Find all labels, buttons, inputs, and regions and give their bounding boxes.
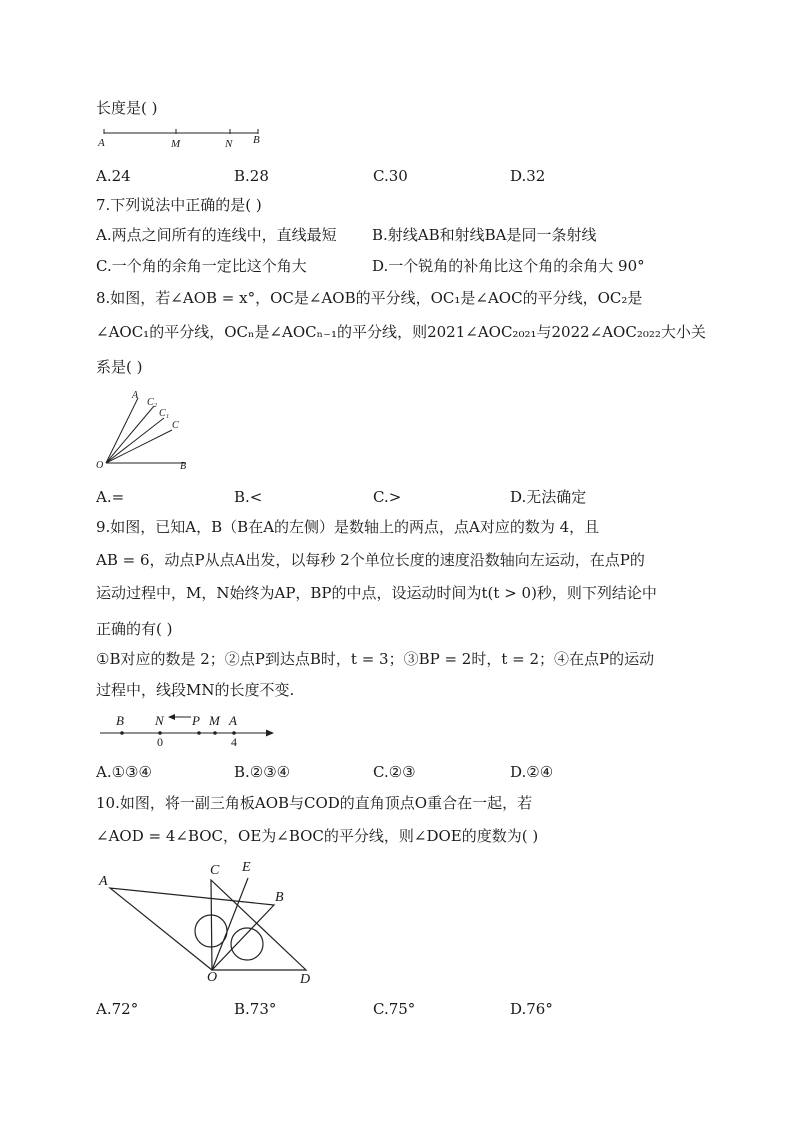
q8-line1-a: 8.如图，若∠AOB = x°， bbox=[96, 289, 271, 307]
q8-line2-c: 2021∠AOC₂₀₂₁与2022∠AOC₂₀₂₂大小关 bbox=[427, 323, 706, 341]
q9-label-m: M bbox=[209, 713, 220, 728]
q8-option-c: C.> bbox=[373, 488, 402, 506]
q7-option-b: B.射线AB和射线BA是同一条射线 bbox=[372, 226, 597, 244]
q10-option-a: A.72° bbox=[96, 1000, 139, 1018]
q9-option-a: A.①③④ bbox=[96, 763, 152, 781]
q8-line1-b: OC是∠AOB的平分线， bbox=[270, 289, 431, 307]
q9-label-a: A bbox=[229, 713, 237, 728]
q10-label-o: O bbox=[207, 970, 218, 985]
q9-label-n: N bbox=[155, 713, 164, 728]
q10-label-e: E bbox=[242, 860, 251, 875]
q8-line1-d: OC₂是 bbox=[597, 289, 643, 307]
q8-stem-line3: 系是( ) bbox=[96, 358, 143, 376]
q8-line2-a: ∠AOC₁的平分线， bbox=[96, 323, 225, 341]
q8-label-b: B bbox=[180, 461, 187, 472]
q10-label-c: C bbox=[210, 863, 220, 878]
q6-option-d: D.32 bbox=[510, 167, 546, 185]
q9-stem-line2: AB = 6，动点P从点A出发，以每秒 2个单位长度的速度沿数轴向左运动，在点P的 bbox=[96, 551, 645, 569]
q7-stem: 7.下列说法中正确的是( ) bbox=[96, 196, 262, 214]
q6-option-b: B.28 bbox=[234, 167, 269, 185]
q6-label-a: A bbox=[98, 137, 105, 149]
q9-stem-line1: 9.如图，已知A，B（B在A的左侧）是数轴上的两点，点A对应的数为 4，且 bbox=[96, 518, 600, 536]
q8-option-b: B.< bbox=[234, 488, 263, 506]
q9-statements-line1: ①B对应的数是 2；②点P到达点B时，t = 3；③BP = 2时，t = 2；④在点P的运动 bbox=[96, 650, 655, 668]
q8-label-c1: C₁ bbox=[159, 408, 170, 419]
q7-option-a: A.两点之间所有的连线中，直线最短 bbox=[96, 226, 337, 244]
q10-label-d: D bbox=[300, 972, 311, 987]
q9-stem-line4: 正确的有( ) bbox=[96, 620, 173, 638]
q6-label-b: B bbox=[253, 134, 260, 146]
q9-option-c: C.②③ bbox=[373, 763, 416, 781]
q10-stem-line2: ∠AOD = 4∠BOC，OE为∠BOC的平分线，则∠DOE的度数为( ) bbox=[96, 827, 539, 845]
q8-stem-line1 bbox=[96, 288, 642, 308]
q9-tick-0: 0 bbox=[157, 735, 163, 749]
q9-option-d: D.②④ bbox=[510, 763, 554, 781]
q8-option-a: A.= bbox=[96, 488, 125, 506]
q7-option-d: D.一个锐角的补角比这个角的余角大 90° bbox=[372, 257, 645, 275]
q8-label-c: C bbox=[172, 420, 179, 431]
q10-option-b: B.73° bbox=[234, 1000, 277, 1018]
q10-option-d: D.76° bbox=[510, 1000, 553, 1018]
q9-option-b: B.②③④ bbox=[234, 763, 291, 781]
q6-segment-figure bbox=[96, 126, 266, 152]
q9-stem-line3: 运动过程中，M，N始终为AP，BP的中点，设运动时间为t(t > 0)秒，则下列结论中 bbox=[96, 584, 657, 602]
q8-label-c2: C₂ bbox=[147, 397, 158, 408]
q8-line2-b: OCₙ是∠AOCₙ₋₁的平分线，则 bbox=[224, 323, 428, 341]
q6-label-n: N bbox=[225, 138, 233, 150]
q10-label-b: B bbox=[275, 890, 284, 905]
q9-number-line bbox=[96, 712, 286, 752]
q9-label-b: B bbox=[116, 713, 124, 728]
q8-line1-c: OC₁是∠AOC的平分线， bbox=[430, 289, 598, 307]
q10-stem-line1: 10.如图，将一副三角板AOB与COD的直角顶点O重合在一起，若 bbox=[96, 794, 533, 812]
q10-label-a: A bbox=[99, 874, 108, 889]
q7-option-c: C.一个角的余角一定比这个角大 bbox=[96, 257, 307, 275]
q9-label-p: P bbox=[192, 713, 200, 728]
q8-label-a: A bbox=[132, 390, 139, 401]
q6-label-m: M bbox=[171, 138, 181, 150]
q9-statements-line2: 过程中，线段MN的长度不变. bbox=[96, 681, 295, 699]
q8-label-o: O bbox=[96, 460, 104, 471]
q6-option-a: A.24 bbox=[96, 167, 131, 185]
q8-stem-line2 bbox=[96, 322, 706, 342]
q6-stem-tail: 长度是( ) bbox=[96, 99, 158, 117]
q10-option-c: C.75° bbox=[373, 1000, 416, 1018]
q6-option-c: C.30 bbox=[373, 167, 408, 185]
q9-tick-4: 4 bbox=[231, 735, 237, 749]
q8-option-d: D.无法确定 bbox=[510, 488, 587, 506]
